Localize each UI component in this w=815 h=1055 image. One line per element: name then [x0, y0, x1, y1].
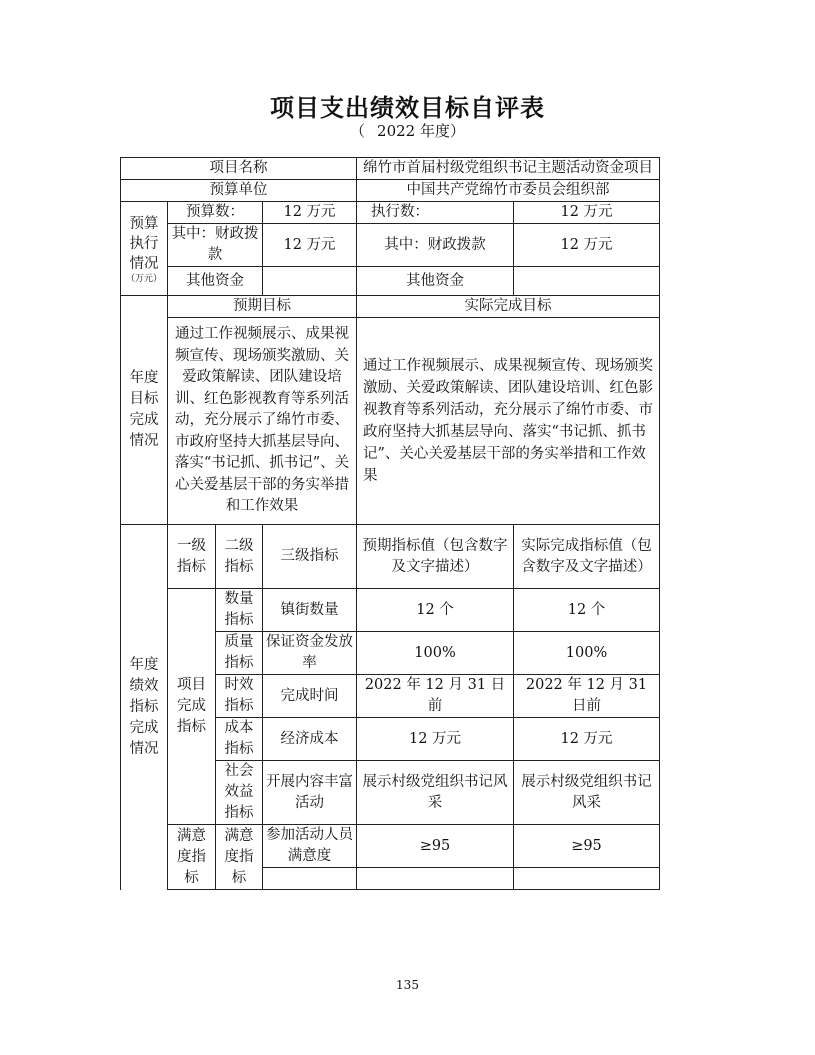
level3-cell: 经济成本 — [263, 718, 357, 761]
row-other — [121, 267, 660, 296]
actual-cell: 2022 年 12 月 31 日前 — [514, 675, 660, 718]
empty-cell — [357, 868, 514, 890]
row-goals-header — [121, 296, 660, 318]
actual-goal-header: 实际完成目标 — [357, 296, 660, 318]
budget-exec-unit: （万元） — [125, 273, 162, 284]
project-name-label: 项目名称 — [121, 158, 357, 180]
page-number: 135 — [396, 978, 419, 992]
row-goals-body — [121, 318, 660, 525]
project-name-value: 绵竹市首届村级党组织书记主题活动资金项目 — [357, 158, 660, 180]
actual-cell: 12 万元 — [514, 718, 660, 761]
col-expected-header: 预期指标值（包含数字及文字描述） — [357, 525, 514, 589]
empty-cell — [514, 868, 660, 890]
expected-cell: 12 个 — [357, 589, 514, 632]
expected-cell: 展示村级党组织书记风采 — [357, 761, 514, 825]
other-exec-label: 其他资金 — [357, 267, 514, 296]
project-group-label: 项目完成指标 — [168, 589, 216, 825]
satisfaction-actual-cell: ≥95 — [514, 825, 660, 868]
budget-exec-label-text: 预算执行情况 — [129, 215, 159, 272]
exec-num-label: 执行数： — [357, 202, 514, 224]
actual-cell: 12 个 — [514, 589, 660, 632]
budget-num-label: 预算数： — [168, 202, 263, 224]
page-title: 项目支出绩效目标自评表 — [270, 94, 545, 122]
col-level2-header: 二级指标 — [216, 525, 263, 589]
budget-unit-label: 预算单位 — [121, 180, 357, 202]
satisfaction-level2-cell: 满意度指标 — [216, 825, 263, 890]
level2-cell: 社会效益指标 — [216, 761, 263, 825]
expected-cell: 100% — [357, 632, 514, 675]
level3-cell: 完成时间 — [263, 675, 357, 718]
table-row-satisfaction — [121, 825, 660, 868]
level3-cell: 保证资金发放率 — [263, 632, 357, 675]
level2-cell: 质量指标 — [216, 632, 263, 675]
other-exec-value — [514, 267, 660, 296]
budget-num-value: 12 万元 — [263, 202, 357, 224]
row-budget-unit — [121, 180, 660, 202]
level3-cell: 开展内容丰富活动 — [263, 761, 357, 825]
goals-section-label: 年度目标完成情况 — [121, 296, 168, 525]
level2-cell: 时效指标 — [216, 675, 263, 718]
row-indicator-header — [121, 525, 660, 589]
actual-goal-text: 通过工作视频展示、成果视频宣传、现场颁奖激励、关爱政策解读、团队建设培训、红色影视教育等系列活动，充分展示了绵竹市委、市政府坚持大抓基层导向、落实“书记抓、抓书记”、关心关爱基层干部的务实举措和工作效果 — [357, 318, 660, 525]
year-label: 2022 年度） — [377, 122, 465, 140]
other-label: 其他资金 — [168, 267, 263, 296]
fiscal-budget-value: 12 万元 — [263, 224, 357, 267]
fiscal-exec-label: 其中：财政拨款 — [357, 224, 514, 267]
table-row — [121, 589, 660, 632]
row-budget-num — [121, 202, 660, 224]
level2-cell: 数量指标 — [216, 589, 263, 632]
year-open: （ — [350, 122, 366, 140]
level3-cell: 镇街数量 — [263, 589, 357, 632]
expected-goal-text: 通过工作视频展示、成果视频宣传、现场颁奖激励、关爱政策解读、团队建设培训、红色影视教育等系列活动，充分展示了绵竹市委、市政府坚持大抓基层导向、落实“书记抓、抓书记”、关心关爱基层干部的务实举措和工作效果 — [168, 318, 357, 525]
satisfaction-level3-cell: 参加活动人员满意度 — [263, 825, 357, 868]
year-subtitle — [0, 120, 815, 141]
budget-unit-value: 中国共产党绵竹市委员会组织部 — [357, 180, 660, 202]
row-fiscal — [121, 224, 660, 267]
col-level3-header: 三级指标 — [263, 525, 357, 589]
satisfaction-expected-cell: ≥95 — [357, 825, 514, 868]
actual-cell: 100% — [514, 632, 660, 675]
exec-num-value: 12 万元 — [514, 202, 660, 224]
level2-cell: 成本指标 — [216, 718, 263, 761]
budget-exec-label — [121, 202, 168, 296]
indicators-section-label: 年度绩效指标完成情况 — [121, 525, 168, 890]
satisfaction-group-label: 满意度指标 — [168, 825, 216, 890]
fiscal-exec-value: 12 万元 — [514, 224, 660, 267]
col-actual-header: 实际完成指标值（包含数字及文字描述） — [514, 525, 660, 589]
row-project-name — [121, 158, 660, 180]
actual-cell: 展示村级党组织书记风采 — [514, 761, 660, 825]
expected-cell: 12 万元 — [357, 718, 514, 761]
fiscal-label: 其中：财政拨款 — [168, 224, 263, 267]
expected-goal-header: 预期目标 — [168, 296, 357, 318]
performance-table — [120, 157, 660, 890]
expected-cell: 2022 年 12 月 31 日前 — [357, 675, 514, 718]
other-budget-value — [263, 267, 357, 296]
col-level1-header: 一级指标 — [168, 525, 216, 589]
empty-cell — [263, 868, 357, 890]
